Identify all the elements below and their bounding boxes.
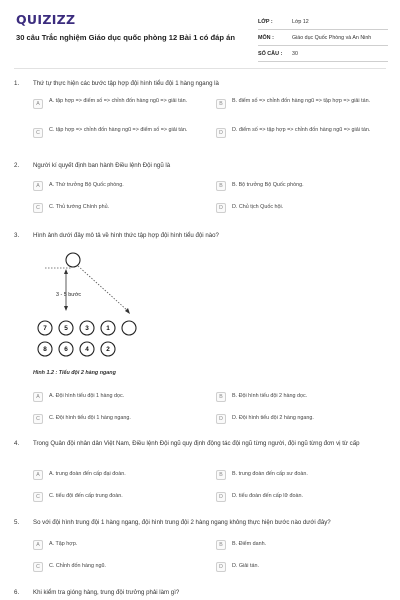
option-b[interactable]	[216, 180, 388, 196]
option-text: B. Điểm danh.	[232, 541, 267, 547]
option-b[interactable]	[216, 98, 388, 114]
option-text: D. Giải tán.	[232, 563, 259, 569]
option-letter: A	[33, 181, 43, 191]
header-divider	[14, 68, 386, 69]
option-c[interactable]	[33, 413, 208, 429]
option-letter: A	[33, 540, 43, 550]
meta-key: SỐ CÂU :	[258, 50, 283, 57]
question-number: 2.	[14, 162, 20, 169]
quiz-title: 30 câu Trắc nghiệm Giáo dục quốc phòng 12 Bài 1 có đáp án	[16, 33, 236, 42]
option-text: C. Chỉnh đốn hàng ngũ.	[49, 563, 106, 569]
option-c[interactable]	[33, 127, 208, 143]
option-c[interactable]	[33, 491, 208, 507]
option-letter: C	[33, 414, 43, 424]
question-text: Trong Quân đội nhân dân Việt Nam, Điều lệnh Đội ngũ quy định động tác đội ngũ từng người, đội ngũ từng đơn vị từ cấp	[33, 440, 360, 447]
option-letter: D	[216, 128, 226, 138]
option-text: C. Đội hình tiểu đội 1 hàng ngang.	[49, 415, 131, 421]
option-b[interactable]	[216, 469, 388, 485]
meta-row-subject	[258, 30, 388, 46]
option-b[interactable]	[216, 539, 388, 555]
soldier-number: 7	[43, 325, 47, 333]
option-text: D. Chủ tịch Quốc hội.	[232, 204, 284, 210]
meta-row-class	[258, 14, 388, 30]
option-a[interactable]	[33, 469, 208, 485]
option-text: B. Bộ trưởng Bộ Quốc phòng.	[232, 182, 304, 188]
soldier-number: 2	[106, 346, 110, 354]
option-d[interactable]	[216, 202, 388, 218]
option-letter: B	[216, 470, 226, 480]
option-text: A. trung đoàn đến cấp đại đoàn.	[49, 471, 126, 477]
option-text: B. trung đoàn đến cấp sư đoàn.	[232, 471, 308, 477]
option-letter: A	[33, 99, 43, 109]
soldier-number: 4	[85, 346, 89, 354]
option-letter: C	[33, 203, 43, 213]
quiz-meta-table	[258, 14, 388, 62]
soldier-number: 6	[64, 346, 68, 354]
option-letter: D	[216, 414, 226, 424]
option-text: A. Thứ trưởng Bộ Quốc phòng.	[49, 182, 124, 188]
option-text: A. tập hợp => điểm số => chỉnh đốn hàng ngũ => giải tán.	[49, 98, 188, 104]
meta-value: 30	[292, 50, 298, 57]
option-letter: B	[216, 540, 226, 550]
question-text: Thứ tự thực hiện các bước tập hợp đội hình tiểu đội 1 hàng ngang là	[33, 80, 219, 87]
option-b[interactable]	[216, 391, 388, 407]
question-number: 6.	[14, 589, 20, 596]
question-number: 5.	[14, 519, 20, 526]
quizizz-logo: QUIZIZZ	[16, 12, 76, 27]
question-text: So với đội hình trung đội 1 hàng ngang, đội hình trung đội 2 hàng ngang không thực hiện bước nào dưới đây?	[33, 519, 331, 526]
question-number: 4.	[14, 440, 20, 447]
option-letter: B	[216, 181, 226, 191]
option-text: C. tập hợp => chỉnh đốn hàng ngũ => điểm số => giải tán.	[49, 127, 188, 133]
soldier-row-2	[38, 342, 115, 356]
option-text: D. tiểu đoàn đến cấp lữ đoàn.	[232, 493, 304, 499]
arrow-head-icon	[64, 306, 68, 311]
option-c[interactable]	[33, 202, 208, 218]
option-letter: C	[33, 562, 43, 572]
option-d[interactable]	[216, 561, 388, 577]
meta-row-count	[258, 46, 388, 62]
option-text: B. Đội hình tiểu đội 2 hàng dọc.	[232, 393, 308, 399]
question-number: 1.	[14, 80, 20, 87]
option-a[interactable]	[33, 180, 208, 196]
option-letter: A	[33, 470, 43, 480]
option-d[interactable]	[216, 127, 388, 143]
option-letter: C	[33, 128, 43, 138]
question-text: Người kí quyết định ban hành Điều lệnh Đội ngũ là	[33, 162, 171, 169]
movement-dashed-line	[78, 266, 128, 311]
distance-label: 3 - 5 bước	[56, 292, 82, 298]
leader-position-circle	[122, 321, 136, 335]
meta-value: Giáo dục Quốc Phòng và An Ninh	[292, 34, 372, 41]
option-d[interactable]	[216, 491, 388, 507]
option-a[interactable]	[33, 98, 208, 114]
option-letter: D	[216, 203, 226, 213]
meta-key: MÔN :	[258, 34, 274, 41]
question-text: Khi kiểm tra gióng hàng, trung đội trưởng phải làm gì?	[33, 589, 180, 596]
option-d[interactable]	[216, 413, 388, 429]
option-letter: B	[216, 392, 226, 402]
question-text: Hình ảnh dưới đây mô tả về hình thức tập hợp đội hình tiểu đội nào?	[33, 232, 219, 239]
option-c[interactable]	[33, 561, 208, 577]
option-text: C. tiểu đội đến cấp trung đoàn.	[49, 493, 123, 499]
meta-key: LỚP :	[258, 18, 273, 25]
soldier-number: 1	[106, 325, 110, 333]
soldier-number: 5	[64, 325, 68, 333]
option-letter: B	[216, 99, 226, 109]
soldier-number: 8	[43, 346, 47, 354]
soldier-row-1	[38, 321, 136, 335]
meta-value: Lớp 12	[292, 18, 309, 25]
figure-caption: Hình 1.2 : Tiểu đội 2 hàng ngang	[33, 370, 116, 376]
formation-diagram	[33, 248, 153, 380]
option-a[interactable]	[33, 539, 208, 555]
option-letter: C	[33, 492, 43, 502]
squad-leader-circle	[66, 253, 80, 267]
worksheet-header	[0, 0, 400, 62]
option-text: A. Đội hình tiểu đội 1 hàng dọc.	[49, 393, 125, 399]
question-number: 3.	[14, 232, 20, 239]
option-text: C. Thủ tướng Chính phủ.	[49, 204, 110, 210]
option-text: D. điểm số => tập hợp => chỉnh đốn hàng ngũ => giải tán.	[232, 127, 371, 133]
option-a[interactable]	[33, 391, 208, 407]
option-text: A. Tập hợp.	[49, 541, 78, 547]
option-text: D. Đội hình tiểu đội 2 hàng ngang.	[232, 415, 314, 421]
option-letter: A	[33, 392, 43, 402]
option-letter: D	[216, 492, 226, 502]
arrow-head-icon	[64, 269, 68, 274]
option-letter: D	[216, 562, 226, 572]
soldier-number: 3	[85, 325, 89, 333]
option-text: B. điểm số => chỉnh đốn hàng ngũ => tập hợp => giải tán.	[232, 98, 371, 104]
